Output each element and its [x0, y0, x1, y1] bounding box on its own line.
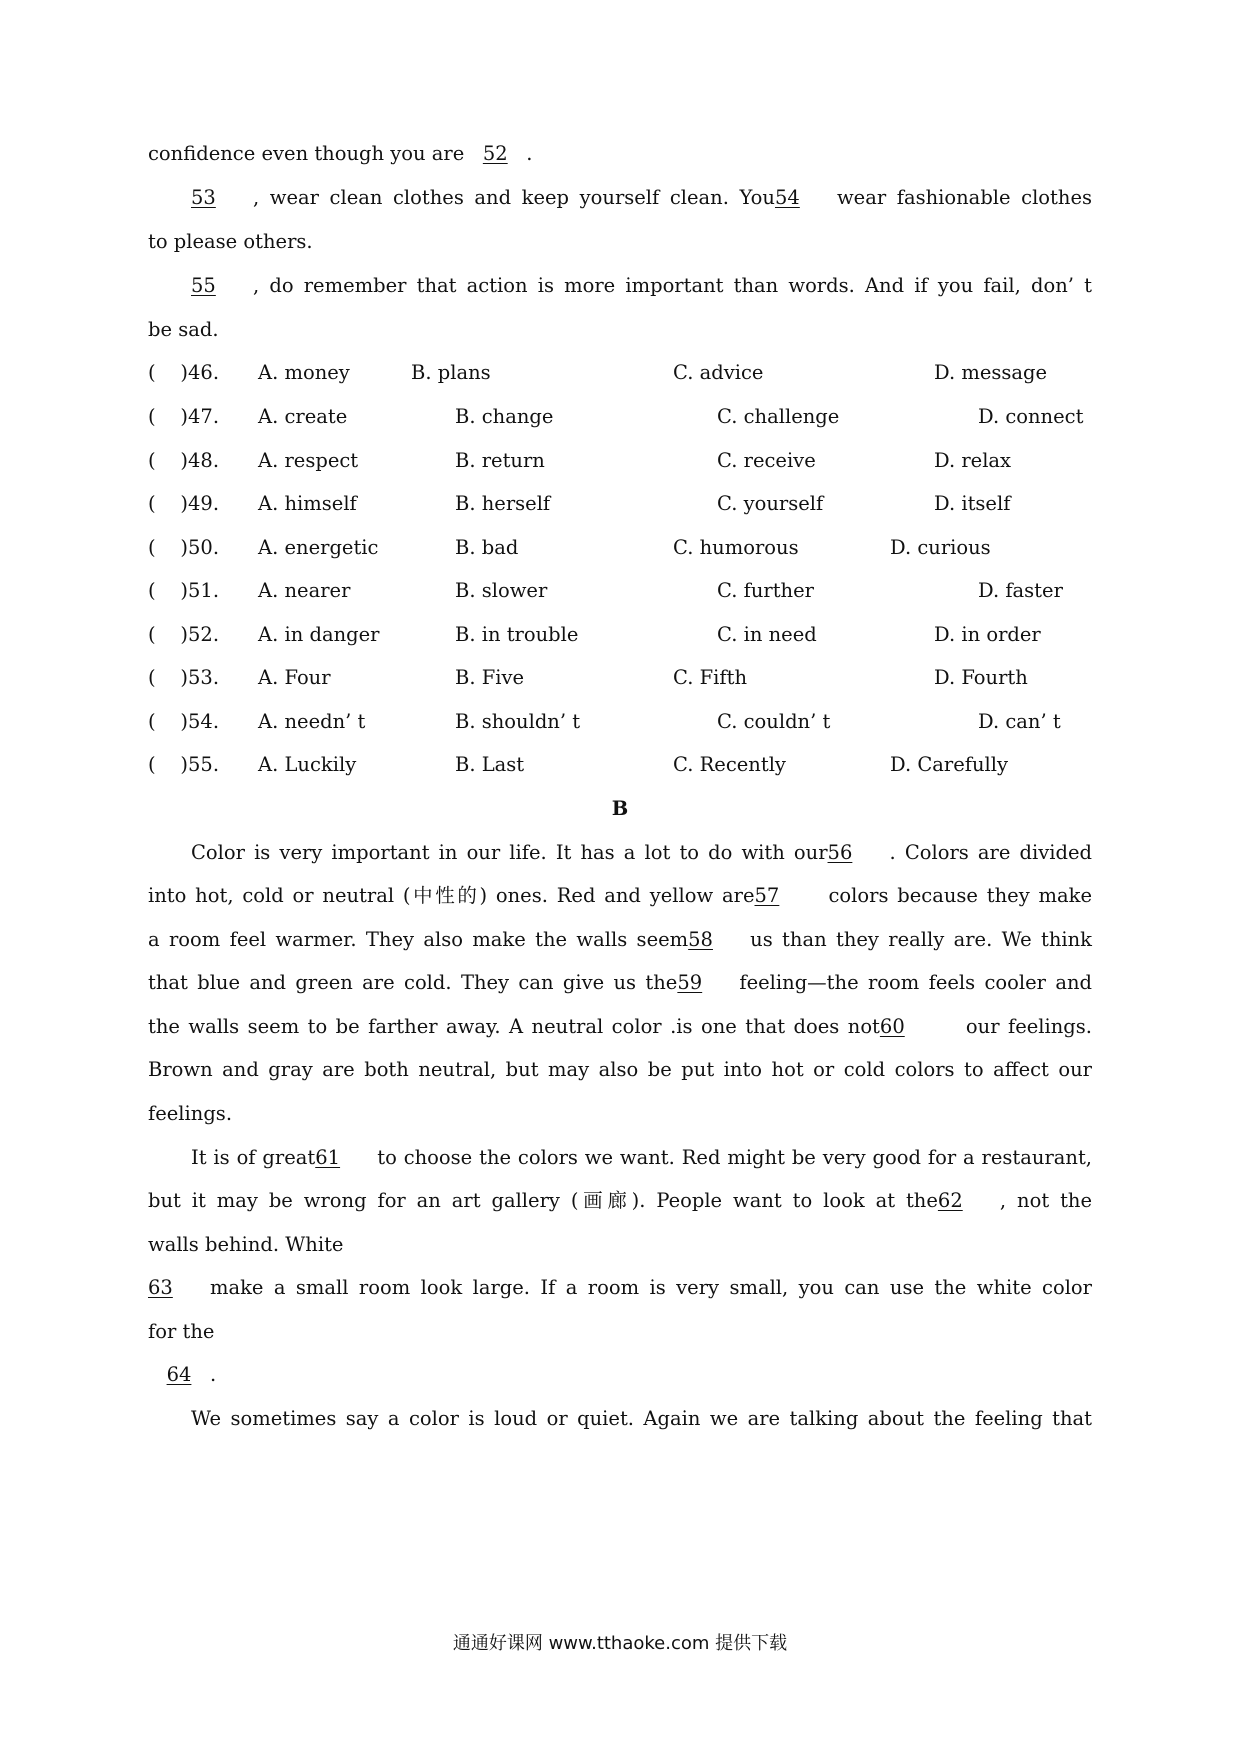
option-b: B. plans — [411, 361, 491, 384]
question-number: ( )53. — [148, 666, 220, 689]
answer-blank: 55 — [191, 274, 216, 297]
answer-blank: 57 — [754, 884, 780, 907]
option-c: C. Recently — [673, 753, 786, 776]
option-c: C. receive — [717, 449, 816, 472]
passage-line: into hot, cold or neutral (中性的) ones. Red and yellow are57 colors because they make — [148, 882, 1092, 910]
option-a: A. create — [258, 405, 348, 428]
section-heading: B — [611, 797, 629, 820]
option-b: B. slower — [455, 579, 548, 602]
option-b: B. shouldn’ t — [455, 710, 581, 733]
option-a: A. himself — [258, 492, 357, 515]
passage-line: but it may be wrong for an art gallery (画廊). People want to look at the62 , not the — [148, 1187, 1092, 1215]
option-d: D. curious — [890, 536, 991, 559]
option-c: C. further — [717, 579, 814, 602]
question-number: ( )50. — [148, 536, 220, 559]
option-b: B. bad — [455, 536, 519, 559]
option-a: A. Luckily — [258, 753, 357, 776]
option-b: B. Five — [455, 666, 525, 689]
option-d: D. itself — [934, 492, 1011, 515]
option-a: A. respect — [258, 449, 359, 472]
passage-line: be sad. — [148, 318, 219, 341]
passage-line: to please others. — [148, 230, 313, 253]
passage-line: a room feel warmer. They also make the walls seem58 us than they really are. We think — [148, 926, 1092, 954]
question-number: ( )46. — [148, 361, 220, 384]
option-a: A. needn’ t — [258, 710, 366, 733]
answer-blank: 63 — [148, 1276, 173, 1299]
passage-line: It is of great61 to choose the colors we want. Red might be very good for a restaurant, — [191, 1144, 1092, 1172]
question-number: ( )55. — [148, 753, 220, 776]
answer-blank: 58 — [688, 928, 713, 951]
answer-blank: 54 — [774, 186, 800, 209]
option-a: A. nearer — [258, 579, 351, 602]
answer-blank: 53 — [191, 186, 216, 209]
answer-blank: 56 — [827, 841, 853, 864]
option-d: D. can’ t — [978, 710, 1061, 733]
answer-blank: 60 — [879, 1015, 905, 1038]
option-b: B. in trouble — [455, 623, 579, 646]
option-d: D. connect — [978, 405, 1084, 428]
option-d: D. Carefully — [890, 753, 1009, 776]
option-a: A. energetic — [258, 536, 379, 559]
option-d: D. relax — [934, 449, 1012, 472]
option-b: B. herself — [455, 492, 551, 515]
question-number: ( )49. — [148, 492, 220, 515]
passage-line: 64 . — [148, 1361, 1092, 1389]
passage-line: that blue and green are cold. They can give us the59 feeling—the room feels cooler and — [148, 969, 1092, 997]
passage-line: feelings. — [148, 1102, 233, 1125]
question-number: ( )52. — [148, 623, 220, 646]
option-d: D. faster — [978, 579, 1063, 602]
question-number: ( )47. — [148, 405, 220, 428]
option-c: C. in need — [717, 623, 817, 646]
option-c: C. challenge — [717, 405, 840, 428]
option-b: B. change — [455, 405, 554, 428]
passage-line: We sometimes say a color is loud or quiet. Again we are talking about the feeling that — [191, 1407, 1092, 1430]
option-c: C. Fifth — [673, 666, 748, 689]
option-d: D. message — [934, 361, 1048, 384]
option-d: D. in order — [934, 623, 1041, 646]
passage-line: for the — [148, 1320, 215, 1343]
answer-blank: 64 — [166, 1363, 192, 1386]
passage-line: the walls seem to be farther away. A neutral color .is one that does not60 our feelings. — [148, 1013, 1092, 1041]
option-c: C. couldn’ t — [717, 710, 831, 733]
footer-text: 通通好课网 www.tthaoke.com 提供下载 — [452, 1633, 788, 1654]
option-a: A. Four — [258, 666, 331, 689]
passage-line: Brown and gray are both neutral, but may also be put into hot or cold colors to affect our — [148, 1058, 1092, 1081]
passage-line: confidence even though you are 52 . — [148, 140, 1092, 168]
option-b: B. Last — [455, 753, 525, 776]
passage-line: 55 , do remember that action is more important than words. And if you fail, don’ t — [191, 272, 1092, 300]
option-c: C. humorous — [673, 536, 799, 559]
answer-blank: 52 — [482, 142, 508, 165]
question-number: ( )54. — [148, 710, 220, 733]
passage-line: Color is very important in our life. It has a lot to do with our56 . Colors are divided — [191, 839, 1092, 867]
answer-blank: 62 — [937, 1189, 963, 1212]
option-b: B. return — [455, 449, 545, 472]
question-number: ( )51. — [148, 579, 220, 602]
question-number: ( )48. — [148, 449, 220, 472]
option-a: A. money — [258, 361, 350, 384]
passage-line: 63 make a small room look large. If a room is very small, you can use the white color — [148, 1274, 1092, 1302]
passage-line: walls behind. White — [148, 1233, 344, 1256]
option-d: D. Fourth — [934, 666, 1028, 689]
option-c: C. yourself — [717, 492, 824, 515]
option-a: A. in danger — [258, 623, 380, 646]
answer-blank: 61 — [315, 1146, 341, 1169]
answer-blank: 59 — [677, 971, 703, 994]
option-c: C. advice — [673, 361, 764, 384]
passage-line: 53 , wear clean clothes and keep yourself clean. You54 wear fashionable clothes — [191, 184, 1092, 212]
